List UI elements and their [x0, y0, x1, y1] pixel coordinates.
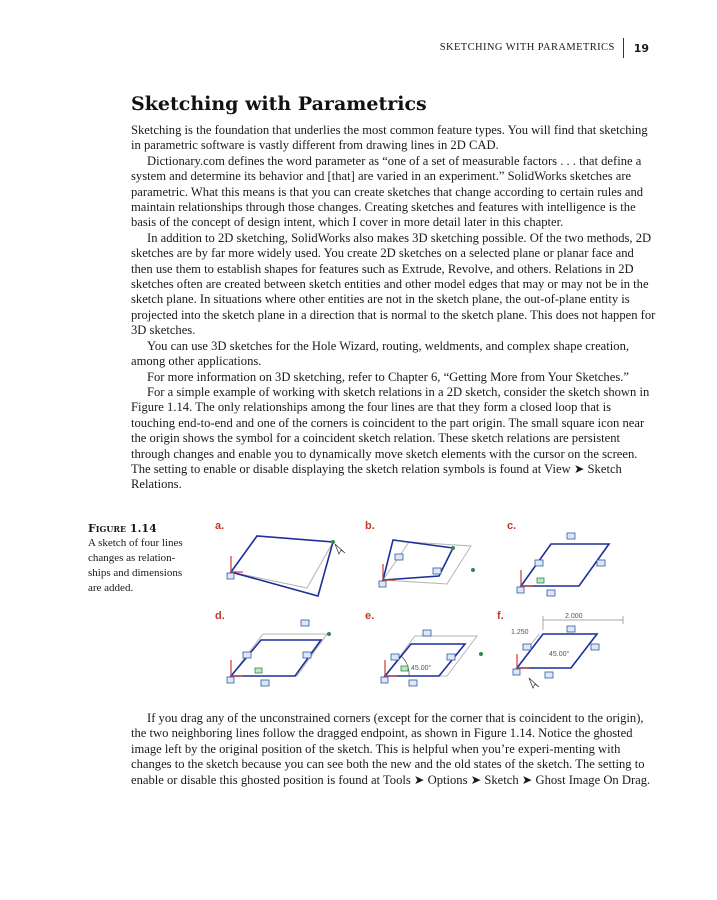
sketch-c-graphic	[507, 520, 647, 606]
sketch-f-graphic	[497, 610, 657, 696]
section-title: Sketching with Parametrics	[131, 93, 427, 115]
paragraph: In addition to 2D sketching, SolidWorks also makes 3D sketching possible. Of the two methods, 2D sketches are by far more widely used. You create 2D sketches on a selected plane or planar face and then use them to establish shapes for features such as Extrude, Revolve, and others. Relations in 2D sketches often are created between sketch entities and other model edges that may or may not be in the sketch plane. In situations where other entities are not in the sketch plane, the out-of-plane entity is projected into the sketch plane in a direction that is normal to the sketch plane. This does not happen for 3D sketches.	[131, 230, 656, 338]
panel-label-a: a.	[215, 520, 225, 532]
figure-number: Figure 1.14	[88, 522, 157, 535]
panel-label-f: f.	[497, 610, 504, 622]
panel-c	[507, 520, 647, 606]
panel-label-c: c.	[507, 520, 517, 532]
paragraph: Dictionary.com defines the word parameter as “one of a set of measurable factors . . . that define a system and determine its behavior and [that] are varied in an experiment.” SolidWorks sketches are parametric. What this means is that you can create sketches that change according to certain rules and maintain relationships through those changes. Creating sketches and features with intelligence is the basis of the concept of design intent, which I cover in more detail later in this chapter.	[131, 153, 644, 230]
paragraph: For more information on 3D sketching, refer to Chapter 6, “Getting More from Your Sketches.”	[147, 369, 629, 384]
paragraph: If you drag any of the unconstrained corners (except for the corner that is coincident to the origin), the two neighboring lines follow the dragged endpoint, as shown in Figure 1.14. Notice the ghosted image left by the original position of the sketch. This is helpful when you’re experi-menting with changes to the sketch because you can see both the new and the old states of the sketch. The setting to enable or disable this ghosted position is found at Tools ➤ Options ➤ Sketch ➤ Ghost Image On Drag.	[131, 711, 651, 787]
panel-label-b: b.	[365, 520, 375, 532]
panel-f	[497, 610, 637, 696]
panel-d	[215, 610, 355, 696]
running-header	[440, 38, 649, 58]
sketch-a-graphic	[215, 520, 355, 606]
figure-caption-text: A sketch of four lines changes as relation-ships and dimensions are added.	[88, 537, 183, 594]
panel-e	[365, 610, 505, 696]
sketch-b-graphic	[365, 520, 505, 606]
closing-text	[131, 711, 657, 788]
panel-a	[215, 520, 355, 606]
paragraph: For a simple example of working with sketch relations in a 2D sketch, consider the sketch shown in Figure 1.14. The only relationships among the four lines are that they form a closed loop that is touching end-to-end and one of the corners is coincident to the part origin. The small square icon near the origin shows the symbol for a coincident sketch relation. These sketch relations are persistent through changes and enable you to dynamically move sketch elements with the cursor on the screen. The setting to enable or disable displaying the sketch relation symbols is found at View ➤ Sketch Relations.	[131, 384, 650, 492]
body-text	[131, 123, 657, 493]
width-dimension: 2.000	[565, 613, 583, 620]
page-number: 19	[633, 41, 649, 55]
panel-label-e: e.	[365, 610, 375, 622]
paragraph: You can use 3D sketches for the Hole Wizard, routing, weldments, and complex shape creation, among other applications.	[131, 338, 630, 369]
sketch-e-graphic	[365, 610, 505, 696]
paragraph: Sketching is the foundation that underlies the most common feature types. You will find that sketching in parametric software is vastly different from drawing lines in 2D CAD.	[131, 123, 648, 153]
panel-b	[365, 520, 505, 606]
running-title: SKETCHING WITH PARAMETRICS	[440, 38, 624, 58]
sketch-d-graphic	[215, 610, 355, 696]
figure-caption	[88, 521, 193, 596]
height-dimension: 1.250	[511, 629, 529, 636]
panel-label-d: d.	[215, 610, 225, 622]
figure-1-14	[215, 520, 675, 700]
angle-dimension: 45.00°	[549, 651, 570, 658]
angle-dimension: 45.00°	[411, 665, 432, 672]
